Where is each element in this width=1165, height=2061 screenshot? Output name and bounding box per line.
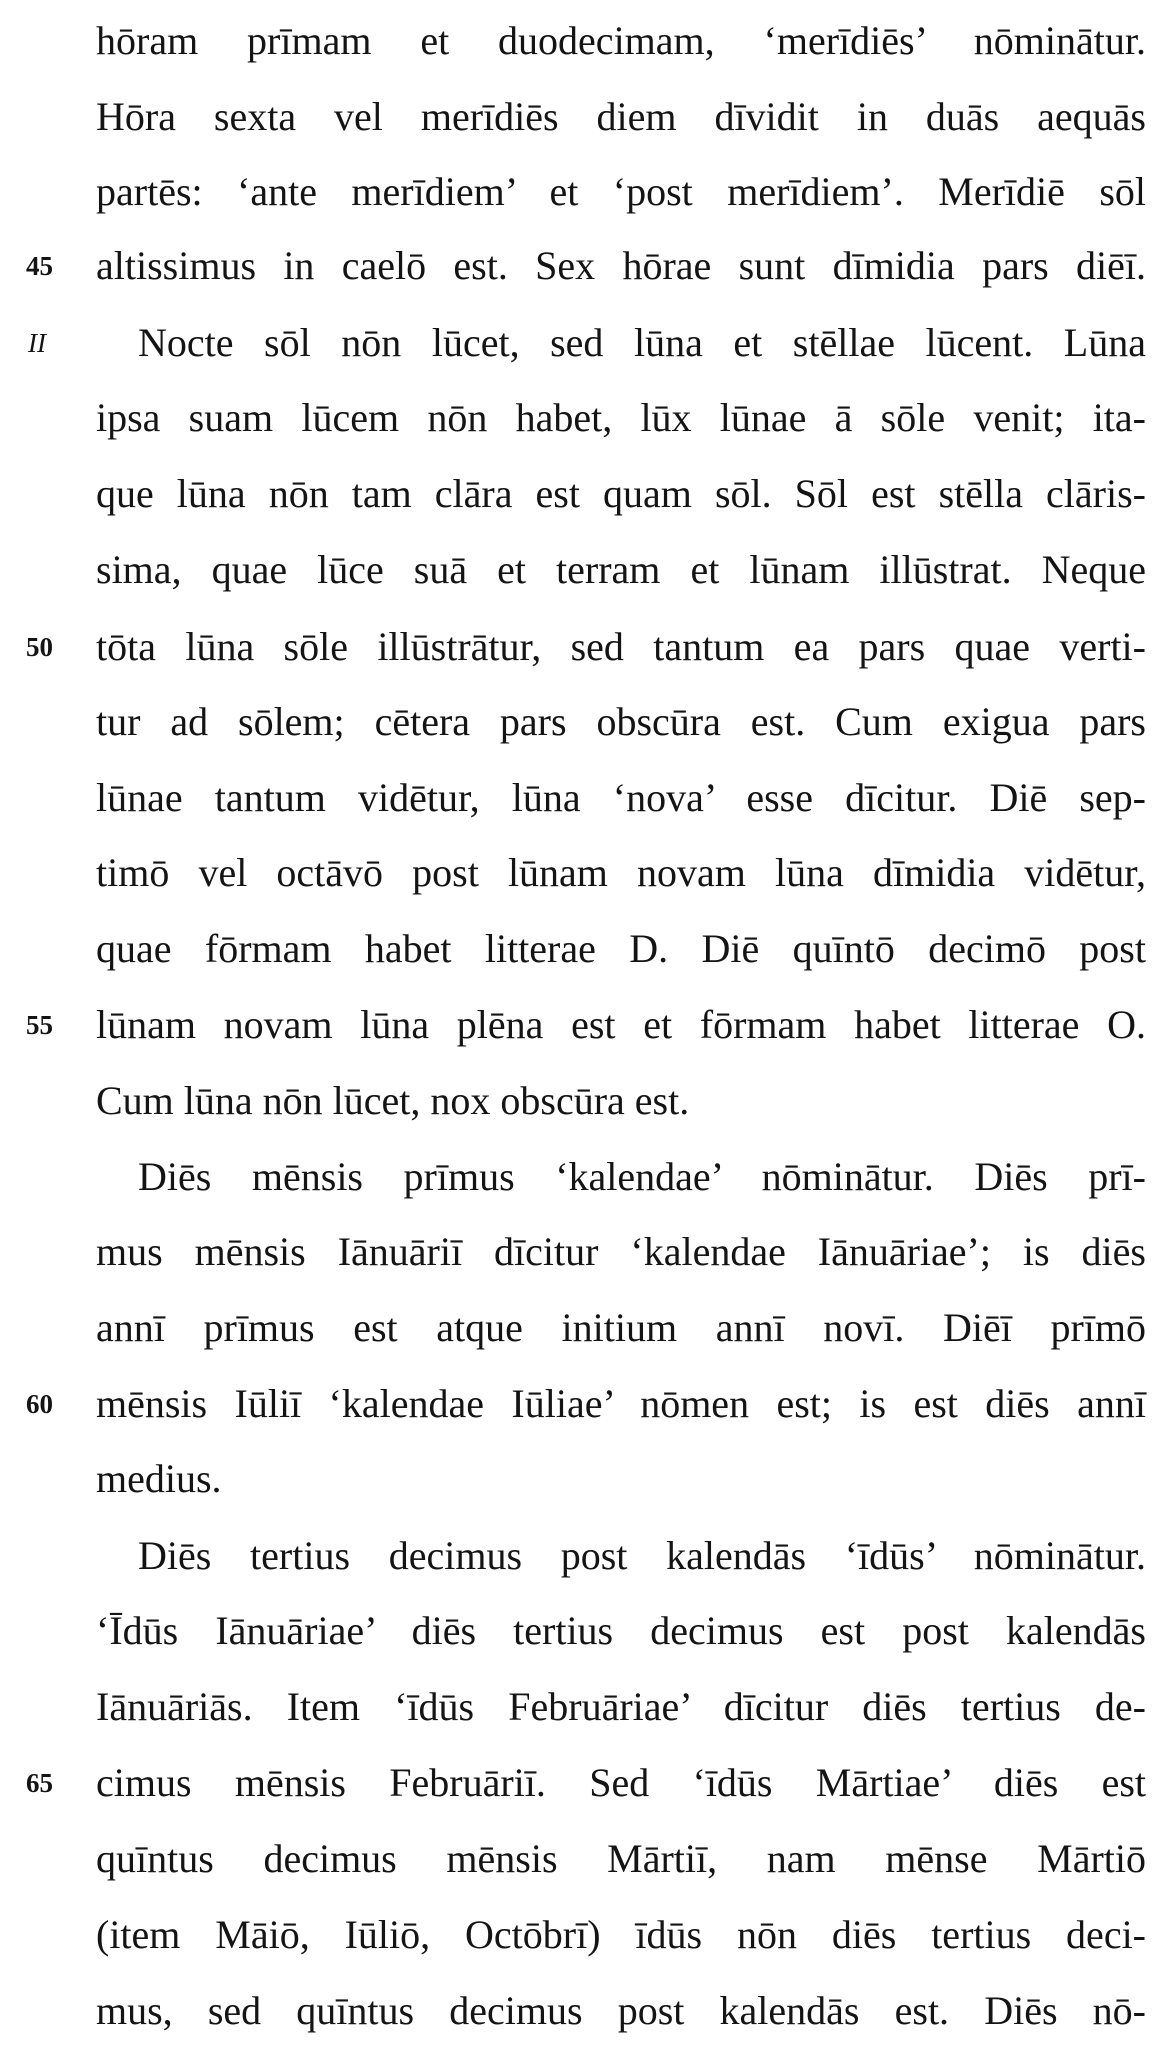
text-line-12: timō vel octāvō post lūnam novam lūna dīmidia vidētur, <box>96 850 1146 895</box>
text-line-24: cimus mēnsis Februāriī. Sed ‘īdūs Mārtiae’ diēs est <box>96 1760 1146 1805</box>
text-line-5: Nocte sōl nōn lūcet, sed lūna et stēllae lūcent. Lūna <box>138 320 1146 365</box>
text-line-25: quīntus decimus mēnsis Mārtiī, nam mēnse Mārtiō <box>96 1836 1146 1881</box>
line-number-65: 65 <box>26 1768 53 1798</box>
text-line-20: medius. <box>96 1456 222 1501</box>
line-number-50: 50 <box>26 632 53 662</box>
text-line-27: mus, sed quīntus decimus post kalendās est. Diēs nō- <box>96 1988 1146 2033</box>
text-line-13: quae fōrmam habet litterae D. Diē quīntō decimō post <box>96 926 1146 971</box>
text-line-14: lūnam novam lūna plēna est et fōrmam habet litterae O. <box>96 1002 1146 1047</box>
line-number-55: 55 <box>26 1010 53 1040</box>
text-line-16: Diēs mēnsis prīmus ‘kalendae’ nōminātur. Diēs prī- <box>138 1154 1146 1199</box>
text-line-2: Hōra sexta vel merīdiēs diem dīvidit in duās aequās <box>96 94 1146 139</box>
line-number-60: 60 <box>26 1389 53 1419</box>
text-line-26: (item Māiō, Iūliō, Octōbrī) īdūs nōn diēs tertius deci- <box>96 1912 1146 1957</box>
text-line-18: annī prīmus est atque initium annī novī. Diēī prīmō <box>96 1305 1146 1350</box>
text-line-9: tōta lūna sōle illūstrātur, sed tantum ea pars quae verti- <box>96 624 1146 669</box>
text-line-7: que lūna nōn tam clāra est quam sōl. Sōl est stēlla clāris- <box>96 471 1146 516</box>
line-number-45: 45 <box>26 251 53 281</box>
text-line-22: ‘Īdūs Iānuāriae’ diēs tertius decimus est post kalendās <box>96 1608 1146 1653</box>
text-line-6: ipsa suam lūcem nōn habet, lūx lūnae ā sōle venit; ita- <box>96 395 1146 440</box>
text-line-10: tur ad sōlem; cētera pars obscūra est. Cum exigua pars <box>96 699 1146 744</box>
text-line-8: sima, quae lūce suā et terram et lūnam illūstrat. Neque <box>96 547 1146 592</box>
text-line-3: partēs: ‘ante merīdiem’ et ‘post merīdiem’. Merīdiē sōl <box>96 169 1146 214</box>
text-line-11: lūnae tantum vidētur, lūna ‘nova’ esse dīcitur. Diē sep- <box>96 775 1146 820</box>
text-line-4: altissimus in caelō est. Sex hōrae sunt dīmidia pars diēī. <box>96 243 1146 288</box>
text-line-1: hōram prīmam et duodecimam, ‘merīdiēs’ nōminātur. <box>96 18 1146 63</box>
text-line-19: mēnsis Iūliī ‘kalendae Iūliae’ nōmen est; is est diēs annī <box>96 1381 1146 1426</box>
text-line-21: Diēs tertius decimus post kalendās ‘īdūs’ nōminātur. <box>138 1533 1146 1578</box>
text-line-15: Cum lūna nōn lūcet, nox obscūra est. <box>96 1078 690 1123</box>
text-line-23: Iānuāriās. Item ‘īdūs Februāriae’ dīcitur diēs tertius de- <box>96 1684 1146 1729</box>
text-line-17: mus mēnsis Iānuāriī dīcitur ‘kalendae Iānuāriae’; is diēs <box>96 1229 1146 1274</box>
section-marker-ii: II <box>28 328 46 358</box>
